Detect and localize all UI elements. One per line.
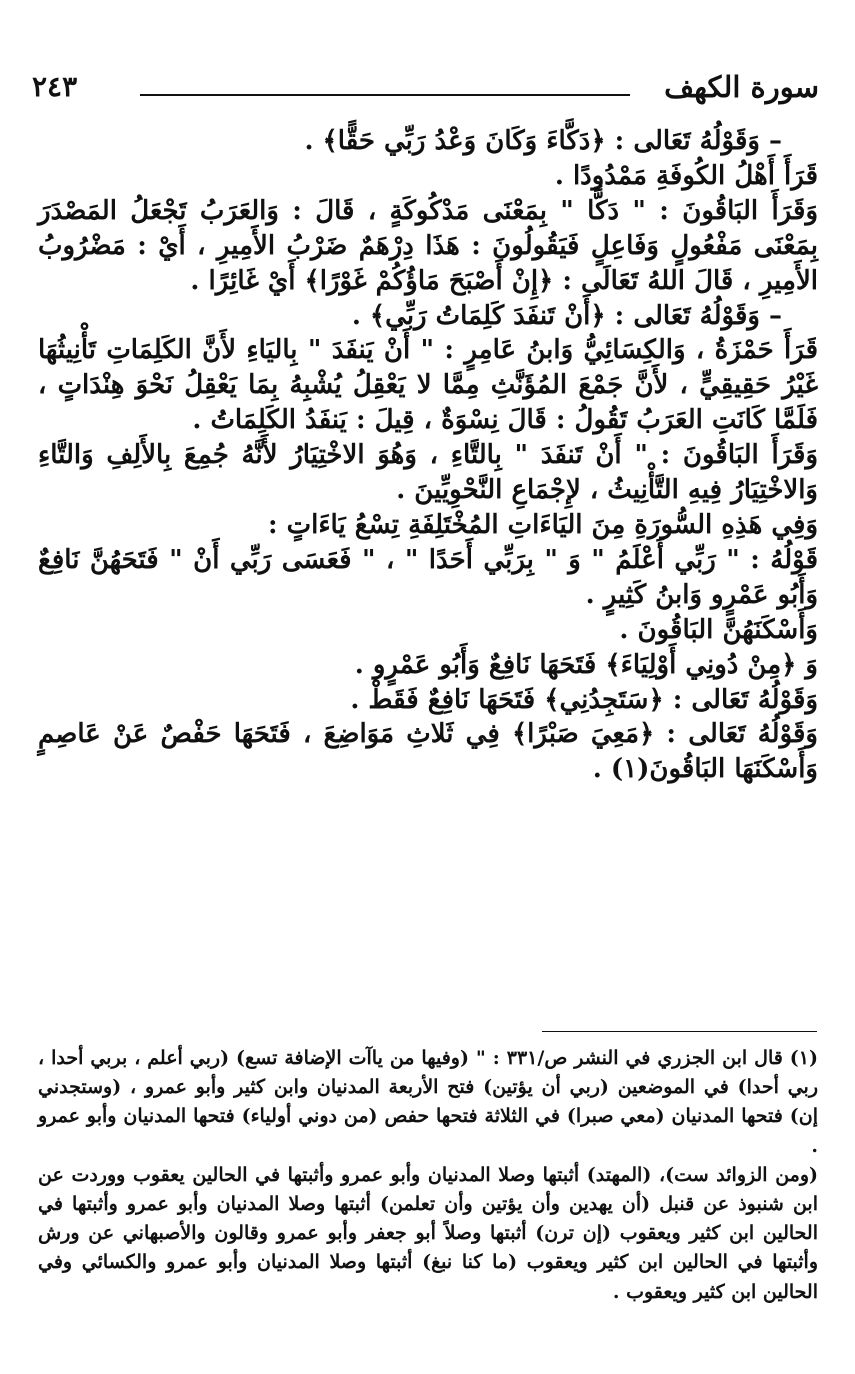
surah-title: سورة الكهف [664, 70, 819, 104]
text-paragraph: وَقَرَأَ البَاقُونَ : " دَكًّا " بِمَعْنَى مَدْكُوكَةٍ ، قَالَ : وَالعَرَبُ تَجْعَلُ المَصْدَرَ بِمَعْنَى مَفْعُولٍ وَفَاعِلٍ فَيَقُولُونَ : هَذَا دِرْهَمٌ ضَرْبُ الأَمِيرِ ، أَيْ : مَضْرُوبُ الأَمِيرِ ، قَالَ اللهُ تَعَالَى : ﴿إِنْ أَصْبَحَ مَاؤُكُمْ غَوْرًا﴾ أَيْ غَائِرًا . [38, 195, 818, 296]
text-paragraph: وَقَرَأَ البَاقُونَ : " أَنْ تَنفَدَ " بِالتَّاءِ ، وَهُوَ الاخْتِيَارُ لأَنَّهُ جُمِعَ بِالأَلِفِ وَالتَّاءِ وَالاخْتِيَارُ فِيهِ التَّأْنِيثُ ، لإِجْمَاعِ النَّحْوِيِّينَ . [38, 440, 818, 506]
footnote-separator [542, 1031, 817, 1032]
text-paragraph: قَرَأَ حَمْزَةُ ، وَالكِسَائِيُّ وَابنُ عَامِرٍ : " أَنْ يَنفَدَ " بِاليَاءِ لأَنَّ الكَلِمَاتِ تَأْنِيثُهَا غَيْرُ حَقِيقِيٍّ ، لأَنَّ جَمْعَ المُؤَنَّثِ مِمَّا لا يَعْقِلُ يُشْبِهُ بِمَا يَعْقِلُ نَحْوَ هِنْدَاتٍ ، فَلَمَّا كَانَتِ العَرَبُ تَقُولُ : قَالَ نِسْوَةٌ ، قِيلَ : يَنفَدُ الكَلِمَاتُ . [38, 335, 818, 436]
text-paragraph: وَ ﴿مِنْ دُونِي أَوْلِيَاءَ﴾ فَتَحَهَا نَافِعٌ وَأَبُو عَمْرٍو . [354, 649, 818, 680]
text-paragraph: وَأَسْكَنَهُنَّ البَاقُونَ . [619, 614, 818, 645]
page-header [30, 66, 825, 110]
footnote-paragraph: (ومن الزوائد ست)، (المهتد) أثبتها وصلا المدنيان وأبو عمرو وأثبتها في الحالين يعقوب ووردت عن ابن شنبوذ عن قنبل (أن يهدين وأن يؤتين وأن تعلمن) أثبتها وصلا المدنيان وأبو عمرو وأثبتها في الحالين ابن كثير ويعقوب (إن ترن) أثبتها وصلاً أبو جعفر وأبو عمرو وقالون والأصبهاني عن ورش وأثبتها في الحالين ابن كثير ويعقوب (ما كنا نبغ) أثبتها وصلا المدنيان وأبو عمرو والكسائي وفي الحالين ابن كثير ويعقوب . [38, 1163, 818, 1303]
footnote-paragraph: (١) قال ابن الجزري في النشر ص/٣٣١ : " (وفيها من ياآت الإضافة تسع) (ربي أعلم ، بربي أحدا ، ربي أحدا) في الموضعين (ربي أن يؤتين) فتح الأربعة المدنيان وابن كثير وأبو عمرو ، (وستجدني إن) فتحها المدنيان (معي صبرا) في الثلاثة فتحها حفص (من دوني أولياء) فتحها المدنيان وأبو عمرو . [38, 1047, 818, 1157]
text-paragraph: قَرَأَ أَهْلُ الكُوفَةِ مَمْدُودًا . [554, 160, 818, 191]
text-paragraph: وَقَوْلُهُ تَعَالى : ﴿مَعِيَ صَبْرًا﴾ فِي ثَلاثِ مَوَاضِعَ ، فَتَحَهَا حَفْصٌ عَنْ عَاصِمٍ وَأَسْكَنَهَا البَاقُونَ(١) . [38, 719, 818, 785]
footnotes [38, 1044, 818, 1307]
text-paragraph: قَوْلُهُ : " رَبِّي أَعْلَمُ " وَ " بِرَبِّي أَحَدًا " ، " فَعَسَى رَبِّي أَنْ " فَتَحَهُنَّ نَافِعٌ وَأَبُو عَمْرٍو وَابنُ كَثِيرٍ . [38, 544, 818, 610]
main-text [38, 124, 818, 787]
header-rule [140, 94, 630, 96]
text-paragraph: – وَقَوْلُهُ تَعَالى : ﴿دَكَّاءَ وَكَانَ وَعْدُ رَبِّي حَقًّا﴾ . [304, 126, 782, 156]
text-paragraph: – وَقَوْلُهُ تَعَالى : ﴿أَنْ تَنفَدَ كَلِمَاتُ رَبِّي﴾ . [351, 300, 782, 331]
text-paragraph: وَفِي هَذِهِ السُّورَةِ مِنَ اليَاءَاتِ المُخْتَلِفَةِ تِسْعُ يَاءَاتٍ : [267, 509, 818, 540]
page-number: ٢٤٣ [32, 70, 78, 103]
text-paragraph: وَقَوْلُهُ تَعَالى : ﴿سَتَجِدُنِي﴾ فَتَحَهَا نَافِعٌ فَقَطْ . [350, 684, 818, 715]
